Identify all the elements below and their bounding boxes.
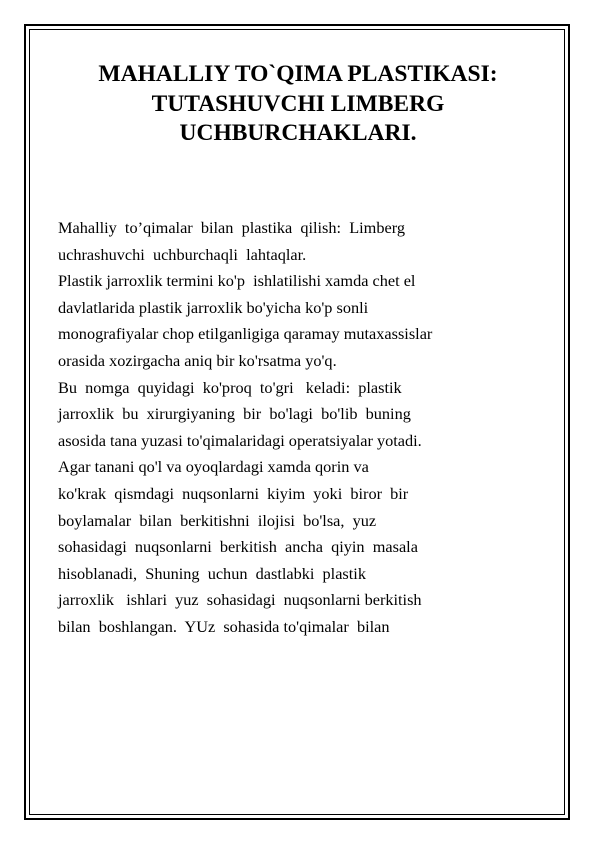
body-line: Agar tanani qo'l va oyoqlardagi xamda qorin va [58, 457, 369, 477]
body-line: hisoblanadi, Shuning uchun dastlabki plastik [58, 563, 366, 583]
body-line: asosida tana yuzasi to'qimalaridagi operatsiyalar yotadi. [58, 430, 422, 450]
title-line: MAHALLIY TO`QIMA PLASTIKASI: [98, 61, 498, 87]
body-line: boylamalar bilan berkitishni ilojisi bo'lsa, yuz [58, 510, 377, 530]
body-line: bilan boshlangan. YUz sohasida to'qimalar bilan [58, 616, 390, 636]
document-body [58, 215, 528, 641]
title-line: UCHBURCHAKLARI. [179, 120, 417, 146]
body-line: ko'krak qismdagi nuqsonlarni kiyim yoki biror bir [58, 483, 409, 503]
body-line: sohasidagi nuqsonlarni berkitish ancha qiyin masala [58, 537, 418, 557]
body-line: davlatlarida plastik jarroxlik bo'yicha ko'p sonli [58, 297, 369, 317]
body-line: orasida xozirgacha aniq bir ko'rsatma yo'q. [58, 350, 337, 370]
body-line: uchrashuvchi uchburchaqli lahtaqlar. [58, 244, 307, 264]
title-line: TUTASHUVCHI LIMBERG [151, 90, 445, 117]
body-line: jarroxlik bu xirurgiyaning bir bo'lagi bo'lib buning [58, 404, 411, 424]
body-line: jarroxlik ishlari yuz sohasidagi nuqsonlarni berkitish [58, 590, 422, 610]
body-line: Bu nomga quyidagi ko'proq to'gri keladi: plastik [58, 377, 402, 397]
body-line: monografiyalar chop etilganligiga qaramay mutaxassislar [58, 324, 433, 344]
body-line: Plastik jarroxlik termini ko'p ishlatilishi xamda chet el [58, 271, 416, 291]
document-title [40, 60, 556, 149]
body-line: Mahalliy to’qimalar bilan plastika qilish: Limberg [58, 218, 405, 237]
